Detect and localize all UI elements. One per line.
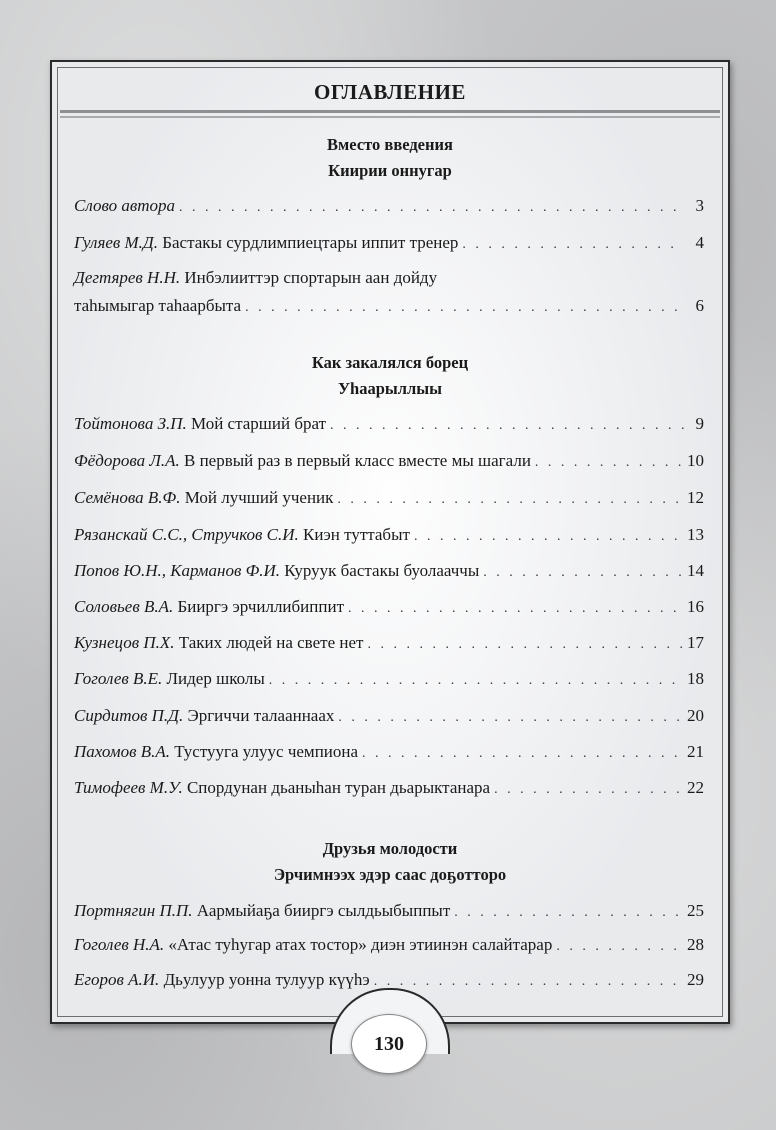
entry-author: Егоров А.И. (74, 970, 160, 989)
toc-entry[interactable] (74, 738, 704, 768)
section-heading: Как закалялся борец Уһаарыллыы (311, 353, 469, 398)
entry-title: Лидер школы (166, 669, 265, 688)
dot-leader (414, 523, 683, 551)
dot-leader (179, 194, 684, 222)
dot-leader (269, 667, 683, 695)
entry-page: 10 (687, 451, 704, 470)
entry-page: 28 (687, 935, 704, 954)
entry-page: 13 (687, 525, 704, 544)
toc-entry[interactable] (74, 897, 704, 927)
entry-title: Тустууга улуус чемпиона (174, 742, 359, 761)
entry-page: 17 (687, 633, 704, 652)
entry-page: 14 (687, 561, 704, 580)
entry-page: 6 (695, 296, 704, 315)
toc-entry[interactable] (74, 192, 704, 222)
dot-leader (462, 231, 684, 259)
entry-title: Слово автора (74, 196, 176, 215)
dot-leader (337, 486, 683, 514)
dot-leader (483, 559, 683, 587)
title-rule (60, 110, 720, 113)
entry-page: 22 (687, 778, 704, 797)
dot-leader (535, 449, 683, 477)
dot-leader (494, 776, 683, 804)
entry-page: 4 (695, 233, 704, 252)
entry-page: 12 (687, 488, 704, 507)
toc-entry[interactable] (74, 447, 704, 477)
entry-title: Спордунан дьаныһан туран дьарыктанара (186, 778, 491, 797)
toc-entry[interactable] (74, 774, 704, 804)
entry-title: Аармыйаҕа бииргэ сылдьыбыппыт (196, 901, 451, 920)
toc-entry[interactable] (74, 665, 704, 695)
entry-author: Дегтярев Н.Н. (74, 268, 181, 287)
dot-leader (367, 631, 683, 659)
entry-author: Тимофеев М.У. (74, 778, 183, 797)
entry-title: Мой лучший ученик (184, 488, 334, 507)
entry-author: Пахомов В.А. (74, 742, 170, 761)
entry-page: 16 (687, 597, 704, 616)
entry-title: Эргиччи талааннаах (187, 706, 335, 725)
entry-title: Дьулуур уонна тулуур күүһэ (163, 970, 370, 989)
entry-title: Куруук бастакы буолааччы (284, 561, 480, 580)
page-title: ОГЛАВЛЕНИЕ (314, 80, 466, 104)
entry-page: 18 (687, 669, 704, 688)
entry-title: Бастакы сурдлимпиецтары иппит тренер (162, 233, 459, 252)
dot-leader (362, 740, 683, 768)
entry-author: Семёнова В.Ф. (74, 488, 181, 507)
toc-entry[interactable] (74, 521, 704, 551)
toc-entry[interactable] (74, 484, 704, 514)
entry-title: «Атас туһугар атах тостор» диэн этиинэн салайтарар (168, 935, 553, 954)
entry-author: Сирдитов П.Д. (74, 706, 184, 725)
entry-page: 20 (687, 706, 704, 725)
entry-page: 29 (687, 970, 704, 989)
toc-page (50, 60, 730, 1024)
toc-entry[interactable] (74, 410, 704, 440)
toc-entry[interactable] (74, 702, 704, 732)
entry-title: В первый раз в первый класс вместе мы шагали (183, 451, 531, 470)
entry-page: 9 (695, 414, 704, 433)
dot-leader (374, 968, 683, 996)
entry-author: Тойтонова З.П. (74, 414, 187, 433)
entry-page: 25 (687, 901, 704, 920)
page-number: 130 (351, 1014, 427, 1074)
dot-leader (454, 899, 683, 927)
section-heading: Вместо введения Киирии оннугар (327, 135, 453, 180)
toc-entry[interactable] (74, 629, 704, 659)
dot-leader (245, 294, 684, 322)
entry-author: Соловьев В.А. (74, 597, 174, 616)
entry-author: Гуляев М.Д. (74, 233, 158, 252)
toc-entry[interactable] (74, 264, 704, 322)
entry-author: Гоголев Н.А. (74, 935, 165, 954)
title-rule (60, 116, 720, 118)
dot-leader (348, 595, 683, 623)
dot-leader (330, 412, 684, 440)
entry-author: Рязанскай С.С., Стручков С.И. (74, 525, 299, 544)
entry-author: Фёдорова Л.А. (74, 451, 180, 470)
dot-leader (556, 933, 683, 961)
dot-leader (338, 704, 683, 732)
entry-title: Инбэлииттэр спортарын аан дойду (184, 268, 438, 287)
entry-author: Портнягин П.П. (74, 901, 193, 920)
entry-page: 3 (695, 196, 704, 215)
section-heading: Друзья молодости Эрчимнээх эдэр саас доҕотторо (273, 839, 507, 884)
toc-entry[interactable] (74, 593, 704, 623)
entry-title: Бииргэ эрчиллибиппит (177, 597, 344, 616)
entry-title: Киэн туттабыт (303, 525, 410, 544)
entry-author: Гоголев В.Е. (74, 669, 163, 688)
entry-author: Попов Ю.Н., Карманов Ф.И. (74, 561, 281, 580)
entry-title: Таких людей на свете нет (178, 633, 364, 652)
entry-title-cont: таһымыгар таһаарбыта (74, 296, 242, 315)
toc-entry[interactable] (74, 931, 704, 961)
entry-title: Мой старший брат (191, 414, 327, 433)
toc-entry[interactable] (74, 557, 704, 587)
toc-entry[interactable] (74, 229, 704, 259)
entry-page: 21 (687, 742, 704, 761)
entry-author: Кузнецов П.Х. (74, 633, 175, 652)
